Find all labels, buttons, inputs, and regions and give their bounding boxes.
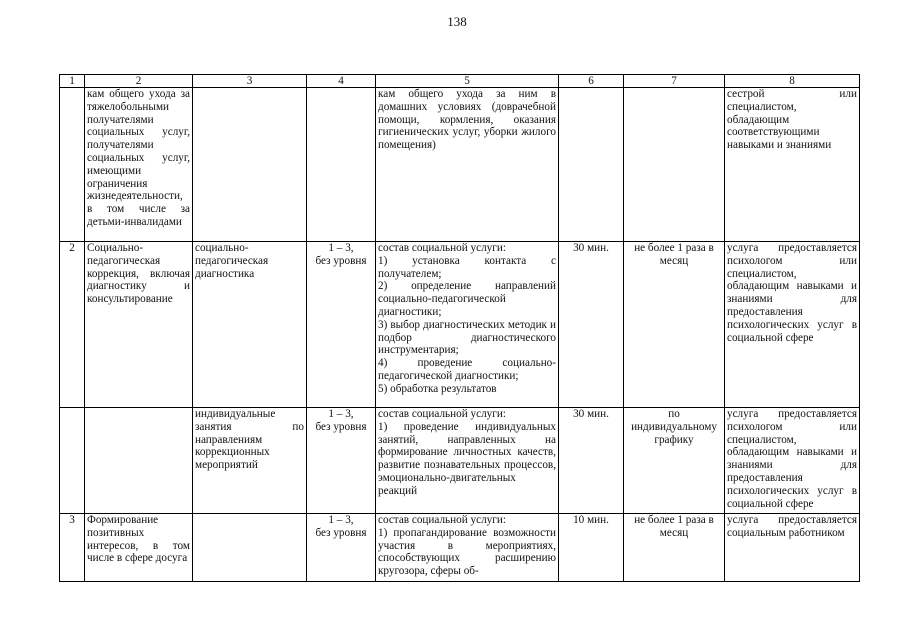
composition-item: 1) пропагандирование возможности участия в мероприятиях, способствующих расширению кругозора, сферы об- — [378, 526, 556, 578]
provider-cell: услуга предоставляется психологом или специалистом, обладающим навыками и знаниями для предоставления психологических услуг в социальной сфере — [725, 408, 860, 514]
header-cell-5: 5 — [376, 75, 559, 88]
frequency-cell: по индивидуальному графику — [624, 408, 725, 514]
level-cell — [307, 514, 376, 582]
table-row — [60, 242, 860, 408]
provider-cell: сестрой или специалистом, обладающим соответствующими навыками и знаниями — [725, 88, 860, 242]
subservice-cell — [193, 514, 307, 582]
table-header-row — [60, 75, 860, 88]
service-name-cell — [85, 408, 193, 514]
frequency-cell: не более 1 раза в месяц — [624, 242, 725, 408]
composition-item: 4) проведение социально-педагогической диагностики; — [378, 357, 556, 382]
header-cell-8: 8 — [725, 75, 860, 88]
row-number-cell: 3 — [60, 514, 85, 582]
composition-item: 2) определение направлений социально-педагогической диагностики; — [378, 280, 556, 318]
subservice-cell: социально-педагогическая диагностика — [193, 242, 307, 408]
header-cell-1: 1 — [60, 75, 85, 88]
level-note: без уровня — [315, 526, 367, 539]
level-cell — [307, 408, 376, 514]
service-name-cell: кам общего ухода за тяжелобольными получателями социальных услуг, получателями социальных услуг, имеющими ограничения жизнедеятельности, в том числе за детьми-инвалидами — [85, 88, 193, 242]
level-cell — [307, 88, 376, 242]
table-row — [60, 88, 860, 242]
row-number-cell: 2 — [60, 242, 85, 408]
subservice-cell — [193, 88, 307, 242]
level-cell — [307, 242, 376, 408]
service-composition-cell — [376, 242, 559, 408]
provider-cell: услуга предоставляется психологом или специалистом, обладающим навыками и знаниями для предоставления психологических услуг в социальной сфере — [725, 242, 860, 408]
row-number-cell — [60, 408, 85, 514]
table-row — [60, 514, 860, 582]
header-cell-4: 4 — [307, 75, 376, 88]
composition-heading: состав социальной услуги: — [378, 514, 506, 526]
service-name-cell: Формирование позитивных интересов, в том числе в сфере досуга — [85, 514, 193, 582]
duration-cell — [559, 88, 624, 242]
row-number-cell — [60, 88, 85, 242]
service-composition-cell — [376, 408, 559, 514]
composition-item: 5) обработка результатов — [378, 382, 497, 395]
provider-cell: услуга предоставляется социальным работником — [725, 514, 860, 582]
level-note: без уровня — [315, 254, 367, 267]
duration-cell: 30 мин. — [559, 242, 624, 408]
page-number: 138 — [447, 14, 467, 29]
table-row — [60, 408, 860, 514]
level-note: без уровня — [315, 420, 367, 433]
composition-heading: состав социальной услуги: — [378, 242, 506, 254]
level-value: 1 – 3, — [328, 242, 354, 254]
header-cell-3: 3 — [193, 75, 307, 88]
composition-item: 1) проведение индивидуальных занятий, направленных на формирование личностных качеств, развитие познавательных процессов, эмоционально-двигательных реакций — [378, 420, 556, 497]
subservice-cell: индивидуальные занятия по направлениям коррекционных мероприятий — [193, 408, 307, 514]
header-cell-6: 6 — [559, 75, 624, 88]
service-composition-cell: кам общего ухода за ним в домашних условиях (доврачебной помощи, кормления, оказания гигиенических услуг, уборки жилого помещения) — [376, 88, 559, 242]
composition-heading: состав социальной услуги: — [378, 408, 506, 420]
composition-item: 3) выбор диагностических методик и подбор диагностического инструментария; — [378, 318, 556, 357]
duration-cell: 10 мин. — [559, 514, 624, 582]
header-cell-7: 7 — [624, 75, 725, 88]
service-composition-cell — [376, 514, 559, 582]
header-cell-2: 2 — [85, 75, 193, 88]
services-table — [59, 74, 860, 582]
level-value: 1 – 3, — [328, 408, 354, 420]
composition-item: 1) установка контакта с получателем; — [378, 254, 556, 280]
level-value: 1 – 3, — [328, 514, 354, 526]
frequency-cell: не более 1 раза в месяц — [624, 514, 725, 582]
duration-cell: 30 мин. — [559, 408, 624, 514]
service-name-cell: Социально-педагогическая коррекция, включая диагностику и консультирование — [85, 242, 193, 408]
frequency-cell — [624, 88, 725, 242]
